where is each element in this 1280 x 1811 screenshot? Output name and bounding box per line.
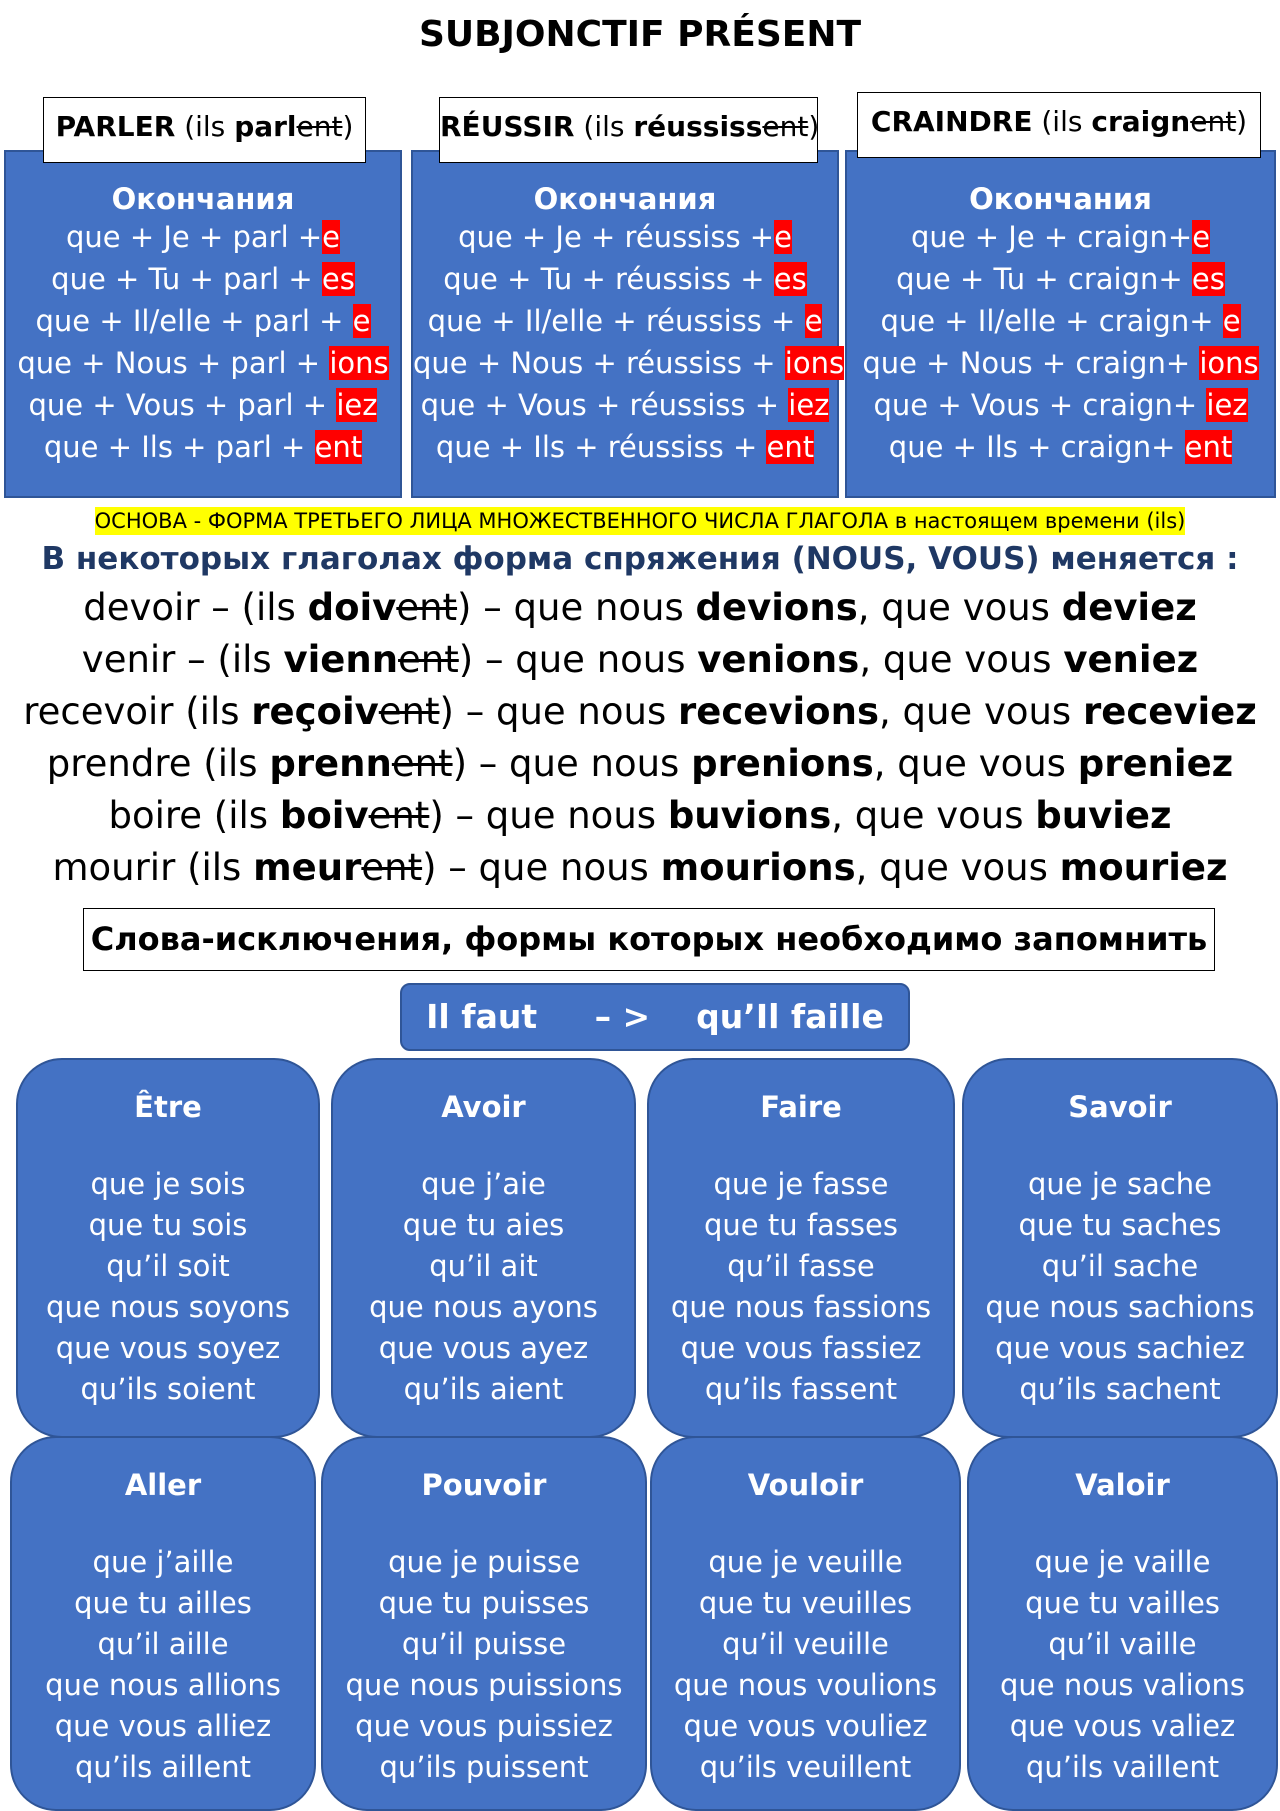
ending-highlight: iez <box>788 388 830 422</box>
form-line: que vous valiez <box>1009 1709 1236 1743</box>
stem-change-line: boire (ils boivent) – que nous buvions, que vous buviez <box>108 794 1172 837</box>
form-line: qu’ils aient <box>403 1372 564 1406</box>
ending-line-il: que + Il/elle + parl + e <box>35 304 371 338</box>
stem-change-title: В некоторых глаголах форма спряжения (NOUS, VOUS) меняется : <box>41 541 1239 577</box>
form-line: que vous soyez <box>55 1331 281 1365</box>
form-line: qu’il sache <box>1041 1249 1199 1283</box>
card-pouvoir <box>321 1436 647 1811</box>
form-line: que nous ayons <box>369 1290 598 1324</box>
ending-highlight: e <box>774 220 792 254</box>
form-line: que nous puissions <box>345 1668 623 1702</box>
ending-line-ils: que + Ils + parl + ent <box>43 430 363 464</box>
verb-header-reussir: RÉUSSIR (ils réussissent) <box>439 97 818 163</box>
ending-line-tu: que + Tu + réussiss + es <box>443 262 807 296</box>
ending-line-je: que + Je + craign+e <box>910 220 1211 254</box>
ending-highlight: ions <box>784 346 845 380</box>
ending-line-nous: que + Nous + parl + ions <box>17 346 389 380</box>
ending-line-je: que + Je + réussiss +e <box>458 220 792 254</box>
stem-note: ОСНОВА - ФОРМА ТРЕТЬЕГО ЛИЦА МНОЖЕСТВЕННОГО ЧИСЛА ГЛАГОЛА в настоящем времени (ils) <box>94 509 1186 533</box>
form-line: que vous sachiez <box>995 1331 1245 1365</box>
card-title: Pouvoir <box>421 1468 547 1502</box>
form-line: que vous vouliez <box>683 1709 928 1743</box>
ending-highlight: e <box>322 220 340 254</box>
card-valoir <box>967 1436 1278 1811</box>
endings-box-craindre <box>845 150 1276 498</box>
form-line: qu’il ait <box>429 1249 538 1283</box>
ending-line-vous: que + Vous + réussiss + iez <box>420 388 830 422</box>
form-line: que vous fassiez <box>680 1331 922 1365</box>
card-aller <box>10 1436 316 1811</box>
ending-highlight: ent <box>766 430 815 464</box>
form-line: qu’il puisse <box>401 1627 567 1661</box>
form-line: qu’ils vaillent <box>1025 1750 1220 1784</box>
form-line: que tu puisses <box>378 1586 590 1620</box>
form-line: que tu vailles <box>1025 1586 1220 1620</box>
form-line: que vous puissiez <box>355 1709 613 1743</box>
exceptions-title: Слова-исключения, формы которых необходимо запомнить <box>83 908 1215 971</box>
ending-highlight: e <box>1192 220 1211 254</box>
ending-highlight: ions <box>1199 346 1259 380</box>
ending-highlight: iez <box>336 388 378 422</box>
card-vouloir <box>650 1436 961 1811</box>
form-line: que nous fassions <box>670 1290 932 1324</box>
form-line: que je fasse <box>713 1167 889 1201</box>
form-line: qu’il aille <box>97 1627 229 1661</box>
form-line: qu’ils fassent <box>704 1372 898 1406</box>
ending-line-il: que + Il/elle + craign+ e <box>880 304 1241 338</box>
form-line: qu’ils aillent <box>75 1750 251 1784</box>
ending-line-vous: que + Vous + craign+ iez <box>873 388 1248 422</box>
ending-highlight: ent <box>1184 430 1233 464</box>
card-title: Être <box>134 1090 202 1124</box>
card-savoir <box>962 1058 1278 1438</box>
form-line: qu’ils puissent <box>379 1750 589 1784</box>
form-line: que nous allions <box>45 1668 281 1702</box>
form-line: que nous valions <box>1000 1668 1245 1702</box>
form-line: qu’il fasse <box>727 1249 875 1283</box>
form-line: qu’il vaille <box>1048 1627 1197 1661</box>
ending-line-ils: que + Ils + réussiss + ent <box>435 430 815 464</box>
form-line: que nous soyons <box>46 1290 290 1324</box>
form-line: qu’ils veuillent <box>699 1750 912 1784</box>
stem-change-line: recevoir (ils reçoivent) – que nous recevions, que vous receviez <box>23 690 1257 733</box>
ending-line-il: que + Il/elle + réussiss + e <box>427 304 823 338</box>
stem-change-line: prendre (ils prennent) – que nous prenions, que vous preniez <box>46 742 1234 785</box>
form-line: que tu aies <box>402 1208 565 1242</box>
form-line: que tu ailles <box>74 1586 252 1620</box>
stem-change-line: mourir (ils meurent) – que nous mourions, que vous mouriez <box>52 846 1228 889</box>
page-title: SUBJONCTIF PRÉSENT <box>418 14 862 55</box>
ending-highlight: iez <box>1206 388 1248 422</box>
form-line: qu’il soit <box>106 1249 230 1283</box>
stem-change-line: venir – (ils viennent) – que nous venions, que vous veniez <box>81 638 1199 681</box>
ending-line-vous: que + Vous + parl + iez <box>28 388 378 422</box>
endings-title: Окончания <box>533 182 717 216</box>
card-title: Aller <box>124 1468 202 1502</box>
ending-highlight: e <box>352 304 371 338</box>
form-line: qu’il veuille <box>722 1627 889 1661</box>
card-faire <box>647 1058 955 1438</box>
form-line: que vous alliez <box>54 1709 272 1743</box>
form-line: que j’aie <box>421 1167 546 1201</box>
card-avoir <box>331 1058 636 1438</box>
form-line: que je sache <box>1027 1167 1212 1201</box>
endings-title: Окончания <box>111 182 295 216</box>
ending-highlight: es <box>321 262 355 296</box>
ending-line-je: que + Je + parl +e <box>65 220 340 254</box>
ending-highlight: ions <box>329 346 389 380</box>
ending-line-nous: que + Nous + craign+ ions <box>862 346 1259 380</box>
form-line: que je vaille <box>1034 1545 1211 1579</box>
ending-line-ils: que + Ils + craign+ ent <box>888 430 1233 464</box>
verb-header-craindre: CRAINDRE (ils craignent) <box>857 92 1261 158</box>
ending-line-tu: que + Tu + craign+ es <box>896 262 1225 296</box>
form-line: que tu sois <box>88 1208 248 1242</box>
ending-line-nous: que + Nous + réussiss + ions <box>413 346 845 380</box>
ending-highlight: es <box>1191 262 1225 296</box>
form-line: que je veuille <box>708 1545 903 1579</box>
ending-highlight: es <box>773 262 807 296</box>
form-line: que nous voulions <box>673 1668 938 1702</box>
card-title: Avoir <box>441 1090 526 1124</box>
verb-header-parler: PARLER (ils parlent) <box>43 97 366 163</box>
endings-box-reussir <box>411 150 845 498</box>
form-line: que tu saches <box>1018 1208 1222 1242</box>
stem-note-row <box>0 509 1280 533</box>
form-line: que j’aille <box>92 1545 234 1579</box>
il-faut-box: Il faut – > qu’Il faille <box>400 983 910 1051</box>
stem-change-line: devoir – (ils doivent) – que nous devions, que vous deviez <box>83 586 1197 629</box>
ending-highlight: e <box>1222 304 1241 338</box>
form-line: que je sois <box>90 1167 246 1201</box>
endings-title: Окончания <box>969 182 1152 216</box>
card-title: Savoir <box>1068 1090 1172 1124</box>
form-line: qu’ils soient <box>80 1372 256 1406</box>
card-etre <box>16 1058 320 1438</box>
form-line: que tu fasses <box>704 1208 898 1242</box>
card-title: Valoir <box>1075 1468 1170 1502</box>
form-line: que nous sachions <box>985 1290 1255 1324</box>
endings-box-parler <box>4 150 402 498</box>
card-title: Faire <box>760 1090 842 1124</box>
card-title: Vouloir <box>747 1468 864 1502</box>
ending-line-tu: que + Tu + parl + es <box>51 262 355 296</box>
form-line: que tu veuilles <box>698 1586 913 1620</box>
form-line: que vous ayez <box>378 1331 589 1365</box>
ending-highlight: ent <box>314 430 363 464</box>
form-line: que je puisse <box>388 1545 580 1579</box>
form-line: qu’ils sachent <box>1019 1372 1221 1406</box>
ending-highlight: e <box>804 304 823 338</box>
